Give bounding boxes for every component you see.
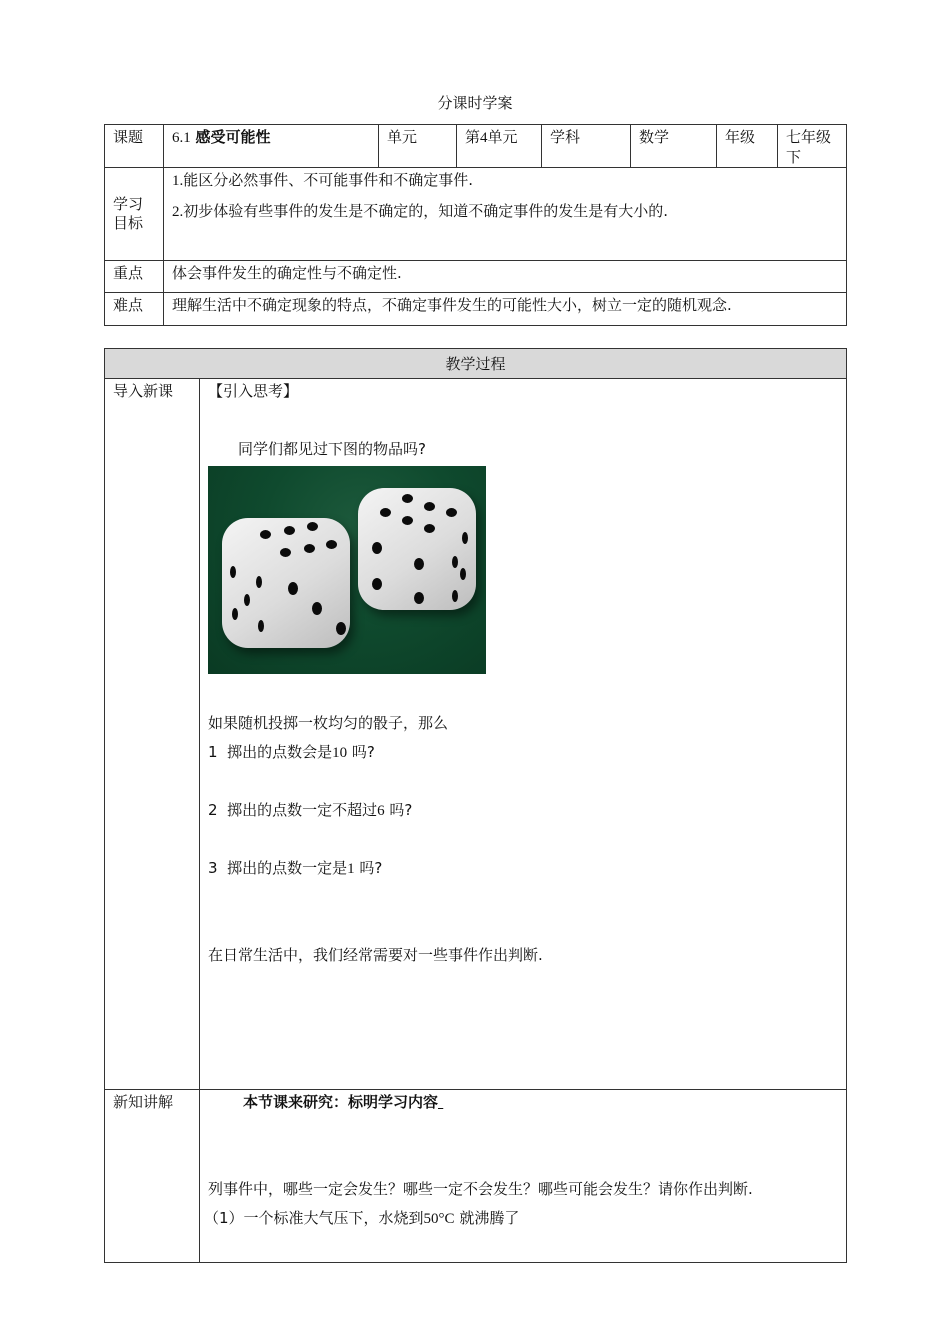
two-dice-image — [208, 466, 486, 674]
unit-value — [457, 125, 542, 168]
key-point-text: 体会事件发生的确定性与不确定性. — [164, 261, 847, 293]
process-header-row — [105, 349, 847, 379]
topic-label: 课题 — [105, 125, 164, 168]
subject-label: 学科 — [542, 125, 631, 168]
grade-label: 年级 — [717, 125, 778, 168]
question-text: 掷出的点数会是 — [227, 743, 333, 761]
intro-lead: 如果随机投掷一枚均匀的骰子，那么 — [208, 714, 449, 732]
new-knowledge-heading-text: 本节课来研究：标明学习内容 — [243, 1093, 439, 1111]
question-item — [208, 742, 375, 763]
question-text: 掷出的点数一定是 — [227, 859, 348, 877]
document-title: 分课时学案 — [437, 94, 513, 112]
new-knowledge-heading — [243, 1092, 443, 1112]
dice-icon — [222, 518, 350, 648]
section-new-knowledge-content — [200, 1090, 847, 1263]
goal-text: 初步体验有些事件的发生是不确定的，知道不确定事件的发生是有大小的. — [183, 202, 669, 220]
event-text: （1）一个标准大气压下，水烧到 — [204, 1209, 424, 1227]
topic-name: 感受可能性 — [195, 128, 271, 146]
lesson-info-table — [104, 124, 847, 326]
info-row-difficulty — [105, 293, 847, 326]
question-suffix: 吗? — [359, 859, 383, 877]
dice-icon — [358, 488, 476, 610]
goal-item — [172, 201, 838, 222]
new-knowledge-instruction: 列事件中，哪些一定会发生？哪些一定不会发生？哪些可能会发生？请你作出判断. — [208, 1180, 753, 1198]
unit-prefix: 第 — [465, 128, 481, 146]
topic-value — [164, 125, 379, 168]
section-intro-row — [105, 379, 847, 1090]
info-row-goals — [105, 168, 847, 261]
section-new-knowledge-label: 新知讲解 — [105, 1090, 200, 1263]
section-new-knowledge-row — [105, 1090, 847, 1263]
goal-item — [172, 170, 838, 191]
question-value: 6 — [377, 803, 385, 819]
question-num: 3 — [208, 859, 218, 877]
question-num: 1 — [208, 743, 218, 761]
topic-number: 6.1 — [172, 130, 191, 146]
section-intro-content — [200, 379, 847, 1090]
question-item — [208, 858, 382, 879]
info-row-topic — [105, 125, 847, 168]
event-item — [204, 1208, 519, 1229]
goals-label-line2: 目标 — [113, 214, 144, 232]
section-intro-label: 导入新课 — [105, 379, 200, 1090]
event-suffix: 就沸腾了 — [459, 1209, 520, 1227]
goal-text: 能区分必然事件、不可能事件和不确定事件. — [183, 171, 474, 189]
grade-value: 七年级下 — [778, 125, 847, 168]
intro-heading: 【引入思考】 — [208, 382, 299, 400]
question-num: 2 — [208, 801, 218, 819]
event-value: 50°C — [423, 1211, 455, 1227]
difficulty-label: 难点 — [105, 293, 164, 326]
unit-label: 单元 — [379, 125, 457, 168]
subject-value: 数学 — [631, 125, 717, 168]
process-header: 教学过程 — [105, 349, 847, 379]
question-suffix: 吗? — [351, 743, 375, 761]
info-row-key-point — [105, 261, 847, 293]
teaching-process-table — [104, 348, 847, 1263]
goal-num: 1. — [172, 173, 184, 189]
unit-number: 4 — [480, 130, 488, 146]
question-text: 掷出的点数一定不超过 — [227, 801, 378, 819]
goals-label-line1: 学习 — [113, 195, 144, 213]
goal-num: 2. — [172, 204, 184, 220]
question-suffix: 吗? — [389, 801, 413, 819]
question-value: 1 — [347, 861, 355, 877]
goals-content — [164, 168, 847, 261]
unit-suffix: 单元 — [487, 128, 518, 146]
intro-closing: 在日常生活中，我们经常需要对一些事件作出判断. — [208, 946, 543, 964]
goals-label — [105, 168, 164, 261]
difficulty-text: 理解生活中不确定现象的特点，不确定事件发生的可能性大小，树立一定的随机观念. — [164, 293, 847, 326]
question-item — [208, 800, 412, 821]
intro-prompt: 同学们都见过下图的物品吗? — [238, 440, 426, 458]
question-value: 10 — [332, 745, 348, 761]
key-point-label: 重点 — [105, 261, 164, 293]
